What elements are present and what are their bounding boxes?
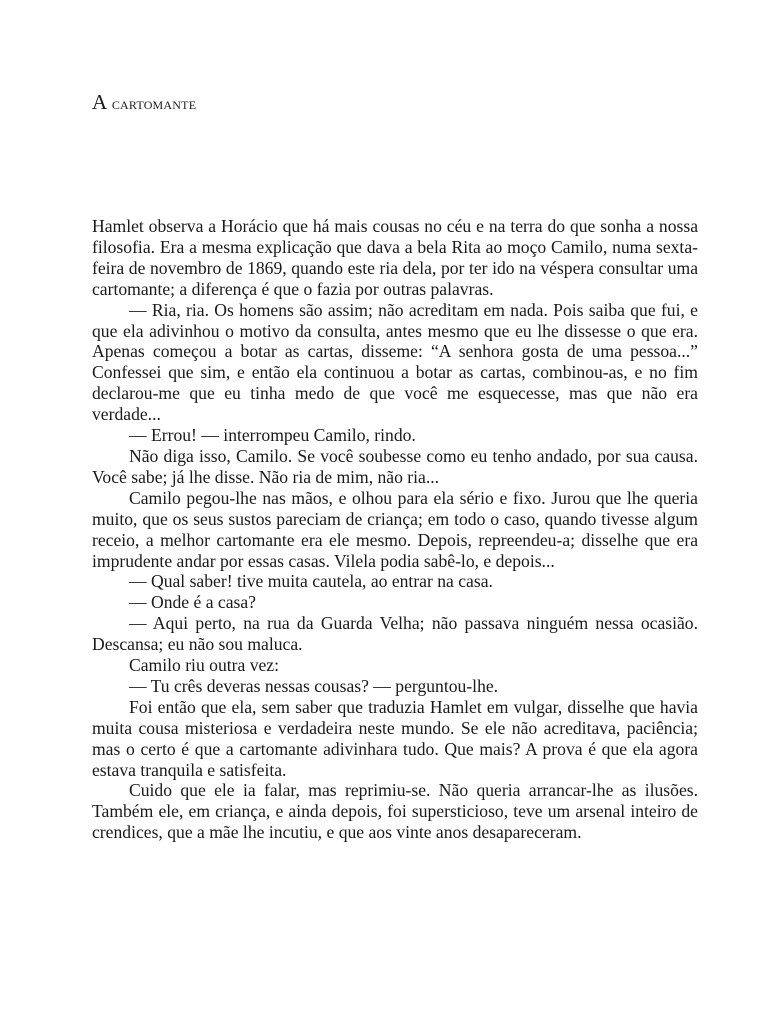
paragraph-11: Foi então que ela, sem saber que traduzia Hamlet em vulgar, disselhe que havia muita cousa misteriosa e verdadeira neste mundo. Se ele não acreditava, paciência; mas o certo é que a cartomante adivinhara tudo. Que mais? A prova é que ela agora estava tranquila e satisfeita. <box>92 696 698 780</box>
paragraph-2: — Ria, ria. Os homens são assim; não acreditam em nada. Pois saiba que fui, e que ela adivinhou o motivo da consulta, antes mesmo que eu lhe dissesse o que era. Apenas começou a botar as cartas, disseme: “A senhora gosta de uma pessoa...” Confessei que sim, e então ela continuou a botar as cartas, combinou-as, e no fim declarou-me que eu tinha medo de que você me esquecesse, mas que não era verdade... <box>92 299 698 425</box>
paragraph-12: Cuido que ele ia falar, mas reprimiu-se. Não queria arrancar-lhe as ilusões. Também ele, em criança, e ainda depois, foi supersticioso, teve um arsenal inteiro de crendices, que a mãe lhe incutiu, e que aos vinte anos desapareceram. <box>92 780 698 843</box>
paragraph-7: — Onde é a casa? <box>129 592 256 613</box>
paragraph-8: — Aqui perto, na rua da Guarda Velha; não passava ninguém nessa ocasião. Descansa; eu não sou maluca. <box>92 613 698 655</box>
paragraph-3: — Errou! — interrompeu Camilo, rindo. <box>129 425 416 446</box>
paragraph-5: Camilo pegou-lhe nas mãos, e olhou para ela sério e fixo. Jurou que lhe queria muito, que os seus sustos pareciam de criança; em todo o caso, quando tivesse algum receio, a melhor cartomante era ele mesmo. Depois, repreendeu-a; disselhe que era imprudente andar por essas casas. Vilela podia sabê-lo, e depois... <box>92 487 698 571</box>
chapter-title <box>92 90 196 115</box>
paragraph-10: — Tu crês deveras nessas cousas? — perguntou-lhe. <box>129 675 499 696</box>
paragraph-9: Camilo riu outra vez: <box>129 655 279 676</box>
paragraph-4: Não diga isso, Camilo. Se você soubesse como eu tenho andado, por sua causa. Você sabe; já lhe disse. Não ria de mim, não ria... <box>92 445 698 487</box>
paragraph-1: Hamlet observa a Horácio que há mais cousas no céu e na terra do que sonha a nossa filosofia. Era a mesma explicação que dava a bela Rita ao moço Camilo, numa sexta-feira de novembro de 1869, quando este ria dela, por ter ido na véspera consultar uma cartomante; a diferença é que o fazia por outras palavras. <box>92 216 698 299</box>
chapter-title-initial: A <box>92 90 108 114</box>
chapter-body <box>92 216 698 843</box>
chapter-title-rest: cartomante <box>111 94 197 113</box>
paragraph-6: — Qual saber! tive muita cautela, ao entrar na casa. <box>129 571 493 592</box>
